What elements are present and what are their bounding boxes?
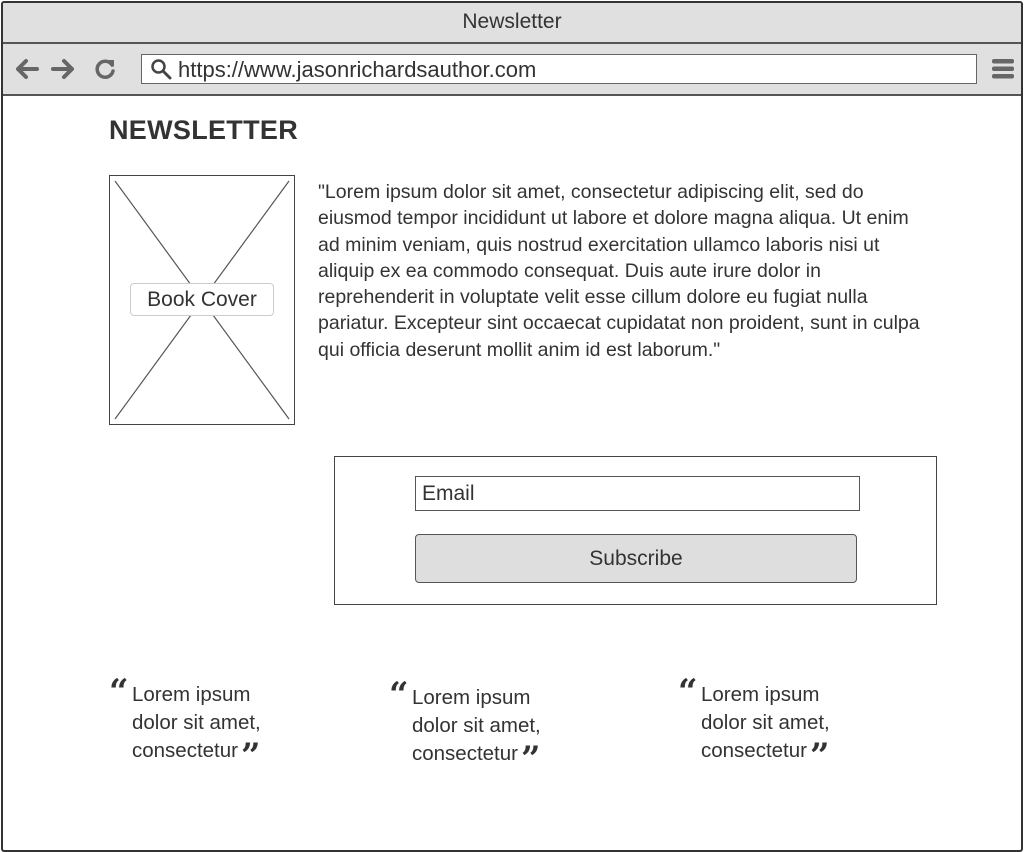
testimonial-line: consectetur xyxy=(412,742,518,765)
window-title: Newsletter xyxy=(3,3,1021,44)
arrow-right-icon[interactable] xyxy=(51,56,75,82)
page-title: NEWSLETTER xyxy=(109,115,298,145)
browser-window xyxy=(1,1,1023,852)
testimonial-line: Lorem ipsum xyxy=(701,683,820,706)
testimonial-line: dolor sit amet, xyxy=(412,714,541,737)
book-description: "Lorem ipsum dolor sit amet, consectetur adipiscing elit, sed do eiusmod tempor incididunt ut labore et dolore magna aliqua. Ut enim ad minim veniam, quis nostrud exercitation ullamco laboris nisi ut aliquip ex ea commodo consequat. Duis aute irure dolor in reprehenderit in voluptate velit esse cillum dolore eu fugiat nulla pariatur. Excepteur sint occaecat cupidatat non proident, sunt in culpa qui officia deserunt mollit anim id est laborum." xyxy=(318,181,920,361)
search-icon xyxy=(150,58,172,80)
reload-icon[interactable] xyxy=(93,56,117,82)
hamburger-menu-icon[interactable] xyxy=(991,58,1015,80)
close-quote-icon: ” xyxy=(240,736,261,776)
testimonial-line: Lorem ipsum xyxy=(132,683,251,706)
book-cover-label: Book Cover xyxy=(130,283,274,316)
open-quote-icon: “ xyxy=(389,675,409,715)
testimonial-line: dolor sit amet, xyxy=(132,711,261,734)
testimonial-line: consectetur xyxy=(701,739,807,762)
email-input[interactable] xyxy=(415,476,860,511)
address-bar[interactable] xyxy=(141,54,977,84)
book-cover-placeholder xyxy=(109,175,295,425)
close-quote-icon: ” xyxy=(809,736,830,776)
arrow-left-icon[interactable] xyxy=(15,56,39,82)
testimonial xyxy=(109,672,329,776)
testimonial-line: dolor sit amet, xyxy=(701,711,830,734)
close-quote-icon: ” xyxy=(520,739,541,779)
subscribe-form xyxy=(334,456,937,605)
testimonial xyxy=(389,675,609,779)
testimonial-line: consectetur xyxy=(132,739,238,762)
browser-toolbar xyxy=(3,44,1021,96)
url-text: https://www.jasonrichardsauthor.com xyxy=(178,57,537,82)
testimonial xyxy=(678,672,898,776)
open-quote-icon: “ xyxy=(678,672,698,712)
subscribe-button[interactable]: Subscribe xyxy=(415,534,857,583)
open-quote-icon: “ xyxy=(109,672,129,712)
testimonial-line: Lorem ipsum xyxy=(412,686,531,709)
